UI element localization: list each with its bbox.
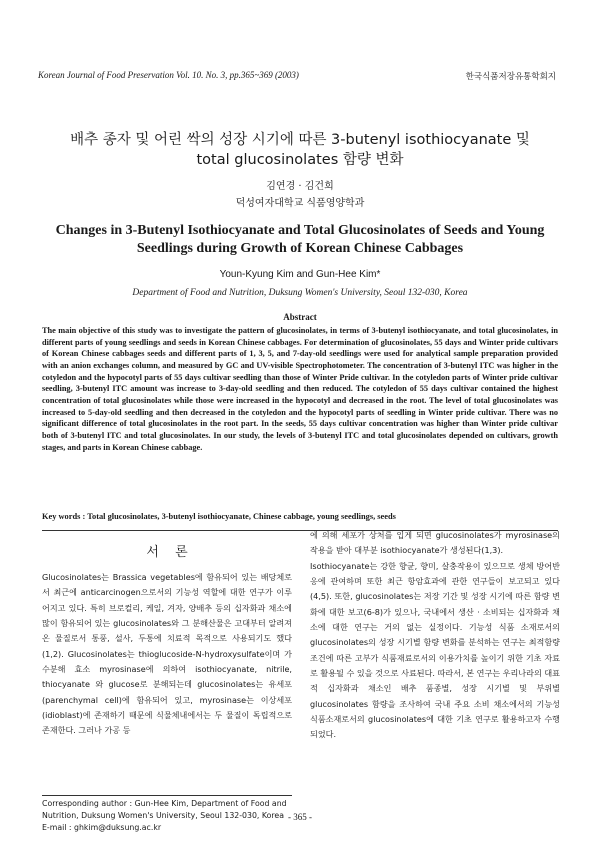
abstract-heading: Abstract	[283, 312, 317, 322]
affiliation-english: Department of Food and Nutrition, Duksung Women's University, Seoul 132-030, Korea	[132, 288, 468, 298]
abstract-text: The main objective of this study was to investigate the pattern of glucosinolates, in terms of 3-butenyl isothiocyanate, and total glucosinolates, in different parts of young seedlings and seeds in Korean Chinese cabbages. For determination of glucosinolates, 55 days and Winter pride cultivars of Korean Chinese cabbages seeds and different parts of 1, 3, 5, and 7-day-old seedlings were used for analytical sample preparation provided with an anion exchanges column, and measured by GC and UV-visible Spectrophotometer. The concentration of 3-butenyl ITC was higher in the cotyledon and the hypocotyl parts of 55 days cultivar seedling than those of Winter Pride cultivar. In the cotyledon parts of Winter pride cultivar seedling, 3-butenyl ITC amount was increase to 3-day-old seedling and then reduced. The cotyledon of 55 days cultivar contained the highest concentration of total glucosinolates while those were increased in the hypocotyl and decreased in the root. The level of total glucosinolates was increased to 5-day-old seedling and then decreased in the cotyledon and the hypocotyl parts of seedling in Winter pride cultivar. There was no significant difference of total glucosinolates in the root part. In the seeds, 55 days cultivar concentration was higher than Winter pride cultivar both of 3-butenyl ITC and total glucosinolates. In our study, the levels of 3-butenyl ITC and total glucosinolates depended on cultivars, growth stages, and parts in Korean Chinese cabbage.	[42, 326, 558, 452]
affiliation-korean: 덕성여자대학교 식품영양학과	[235, 198, 365, 209]
authors-korean	[40, 178, 560, 212]
author-names-korean: 김연경 · 김건희	[266, 181, 334, 192]
title-english-line2: Seedlings during Growth of Korean Chinese Cabbages	[136, 241, 464, 256]
corresponding-author: Corresponding author : Gun-Hee Kim, Department of Food and Nutrition, Duksung Women's University, Seoul 132-030, Korea	[42, 799, 287, 820]
footnote-divider	[42, 795, 292, 796]
running-header-society: 한국식품저장유통학회지	[465, 72, 556, 82]
title-korean-line2: total glucosinolates 함량 변화	[196, 152, 404, 168]
author-names-english: Youn-Kyung Kim and Gun-Hee Kim*	[219, 269, 381, 280]
intro-paragraph-1: Glucosinolates는 Brassica vegetables에 함유되어 있는 배당체로서 최근에 anticarcinogen으로서의 기능성 역할에 대한 연구가 이루어지고 있다. 특히 브로컬리, 케일, 겨자, 양배추 등의 십자화과 채소에 많이 함유되어 있는 glucosinolates와 그 분해산물은 고대부터 알려져 온 물질로서 통풍, 설사, 두통에 치료적 목적으로 사용되기도 했다(1,2). Glucosinolates는 thioglucoside-N-hydroxysulfate이며 가수분해 효소 myrosinase에 의하여 isothiocyanate, nitrile, thiocyanate 와 glucose로 분해되는데 glucosinolates는 유세포 (parenchymal cell)에 함유되어 있고, myrosinase는 이상세포 (idioblast)에 존재하기 때문에 식물체내에서는 두 물질이 독립적으로 존재한다. 그러나 가공 등	[42, 572, 292, 736]
intro-left-column	[42, 570, 292, 739]
section-heading-introduction: 서 론	[146, 545, 194, 560]
title-english-line1: Changes in 3-Butenyl Isothiocyanate and Total Glucosinolates of Seeds and Young	[55, 223, 545, 238]
intro-paragraph-1-continued: 에 의해 세포가 상처를 입게 되면 glucosinolates가 myrosinase의 작용을 받아 대부분 isothiocyanate가 생성된다(1,3).	[310, 530, 560, 556]
title-korean	[40, 130, 560, 170]
keywords: Key words : Total glucosinolates, 3-butenyl isothiocyanate, Chinese cabbage, young seedlings, seeds	[42, 512, 396, 521]
page-number: - 365 -	[288, 812, 312, 822]
title-korean-line1: 배추 종자 및 어린 싹의 성장 시기에 따른 3-butenyl isothiocyanate 및	[70, 132, 530, 148]
intro-paragraph-2: Isothiocyanate는 강한 향균, 향미, 살충작용이 있으므로 생체 방어반응에 관여하며 또한 최근 항암효과에 관한 연구들이 보고되고 있다(4,5). 또한, glucosinolates는 저장 기간 및 성장 시기에 따른 함량 변화에 대한 보고(6-8)가 있으나, 국내에서 생산 · 소비되는 십자화과 채소에 대한 연구는 거의 없는 실정이다. 기능성 식품 소재로서의 glucosinolates의 성장 시기별 함량 변화를 분석하는 연구는 최적함량 조건에 따른 고부가 식품재료로서의 이용가치를 높이기 위한 기초 자료로 활용될 수 있을 것으로 사료된다. 따라서, 본 연구는 우리나라의 대표적 십자화과 채소인 배추 품종별, 성장 시기별 및 부위별 glucosinolates 함량을 조사하여 국내 주요 소비 채소에서의 기능성 식품소재로서의 glucosinolates에 대한 기초 연구로 활용하고자 수행되었다.	[310, 560, 560, 740]
title-english	[40, 222, 560, 258]
intro-right-column	[310, 528, 560, 743]
author-email: E-mail : ghkim@duksung.ac.kr	[42, 823, 162, 832]
running-header-journal: Korean Journal of Food Preservation Vol. 10. No. 3, pp.365~369 (2003)	[38, 70, 299, 80]
